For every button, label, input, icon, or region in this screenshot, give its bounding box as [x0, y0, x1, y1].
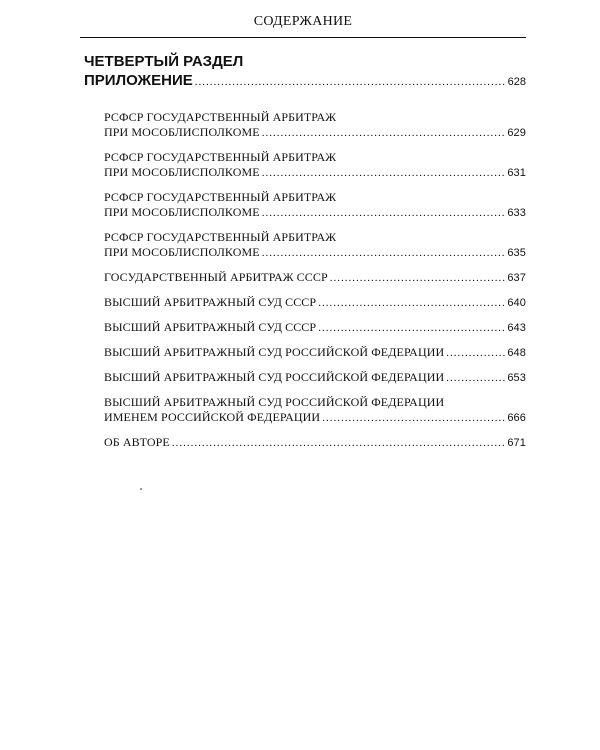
entry-title: ПРИ МОСОБЛИСПОЛКОМЕ	[104, 245, 260, 259]
entry-page-number: 629	[507, 127, 526, 139]
entry-title-line1: РСФСР ГОСУДАРСТВЕННЫЙ АРБИТРАЖ	[104, 190, 337, 204]
table-of-contents	[84, 52, 526, 460]
entry-page-number: 671	[507, 437, 526, 449]
entry-line	[104, 345, 526, 361]
dot-leader	[172, 436, 506, 451]
entry-title: ВЫСШИЙ АРБИТРАЖНЫЙ СУД РОССИЙСКОЙ ФЕДЕРАЦИИ	[104, 370, 445, 384]
toc-entries	[84, 110, 526, 451]
toc-entry	[104, 230, 526, 261]
entry-page-number: 631	[507, 167, 526, 179]
dot-leader	[446, 346, 505, 361]
print-speck	[140, 488, 142, 490]
entry-page-number: 635	[507, 247, 526, 259]
entry-page-number: 653	[507, 372, 526, 384]
entry-line	[104, 295, 526, 311]
entry-line	[104, 370, 526, 386]
entry-page-number: 640	[507, 297, 526, 309]
toc-entry	[104, 345, 526, 361]
dot-leader	[262, 246, 506, 261]
entry-title: ГОСУДАРСТВЕННЫЙ АРБИТРАЖ СССР	[104, 270, 328, 284]
dot-leader	[195, 73, 506, 92]
section-title: ПРИЛОЖЕНИЕ	[84, 72, 193, 89]
toc-entry	[104, 395, 526, 426]
toc-entry	[104, 150, 526, 181]
entry-page-number: 637	[507, 272, 526, 284]
entry-page-number: 633	[507, 207, 526, 219]
toc-entry	[104, 110, 526, 141]
section-title-line1: ЧЕТВЕРТЫЙ РАЗДЕЛ	[84, 53, 244, 70]
dot-leader	[318, 321, 505, 336]
entry-page-number: 648	[507, 347, 526, 359]
entry-title: ВЫСШИЙ АРБИТРАЖНЫЙ СУД РОССИЙСКОЙ ФЕДЕРАЦИИ	[104, 345, 445, 359]
entry-title: ПРИ МОСОБЛИСПОЛКОМЕ	[104, 125, 260, 139]
section-title-line2	[84, 71, 526, 92]
dot-leader	[318, 296, 505, 311]
section-page-number: 628	[507, 76, 526, 88]
entry-title: ИМЕНЕМ РОССИЙСКОЙ ФЕДЕРАЦИИ	[104, 410, 321, 424]
entry-title-line1: РСФСР ГОСУДАРСТВЕННЫЙ АРБИТРАЖ	[104, 230, 337, 244]
entry-line	[104, 270, 526, 286]
running-head: СОДЕРЖАНИЕ	[253, 14, 353, 29]
entry-title: ПРИ МОСОБЛИСПОЛКОМЕ	[104, 205, 260, 219]
dot-leader	[330, 271, 506, 286]
toc-section	[84, 52, 526, 92]
entry-page-number: 666	[507, 412, 526, 424]
header-rule	[80, 37, 526, 38]
entry-line	[104, 165, 526, 181]
toc-entry	[104, 320, 526, 336]
toc-entry	[104, 295, 526, 311]
toc-entry	[104, 435, 526, 451]
entry-title: ОБ АВТОРЕ	[104, 435, 170, 449]
entry-title: ВЫСШИЙ АРБИТРАЖНЫЙ СУД СССР	[104, 320, 317, 334]
toc-entry	[104, 370, 526, 386]
dot-leader	[446, 371, 505, 386]
entry-line	[104, 435, 526, 451]
entry-title-line1: ВЫСШИЙ АРБИТРАЖНЫЙ СУД РОССИЙСКОЙ ФЕДЕРАЦИИ	[104, 395, 445, 409]
dot-leader	[262, 206, 506, 221]
entry-line	[104, 410, 526, 426]
entry-line	[104, 320, 526, 336]
entry-title: ВЫСШИЙ АРБИТРАЖНЫЙ СУД СССР	[104, 295, 317, 309]
dot-leader	[262, 126, 506, 141]
dot-leader	[262, 166, 506, 181]
entry-line	[104, 205, 526, 221]
entry-title-line1: РСФСР ГОСУДАРСТВЕННЫЙ АРБИТРАЖ	[104, 110, 337, 124]
dot-leader	[322, 411, 505, 426]
entry-title: ПРИ МОСОБЛИСПОЛКОМЕ	[104, 165, 260, 179]
entry-page-number: 643	[507, 322, 526, 334]
entry-line	[104, 245, 526, 261]
toc-entry	[104, 190, 526, 221]
entry-line	[104, 125, 526, 141]
entry-title-line1: РСФСР ГОСУДАРСТВЕННЫЙ АРБИТРАЖ	[104, 150, 337, 164]
toc-entry	[104, 270, 526, 286]
